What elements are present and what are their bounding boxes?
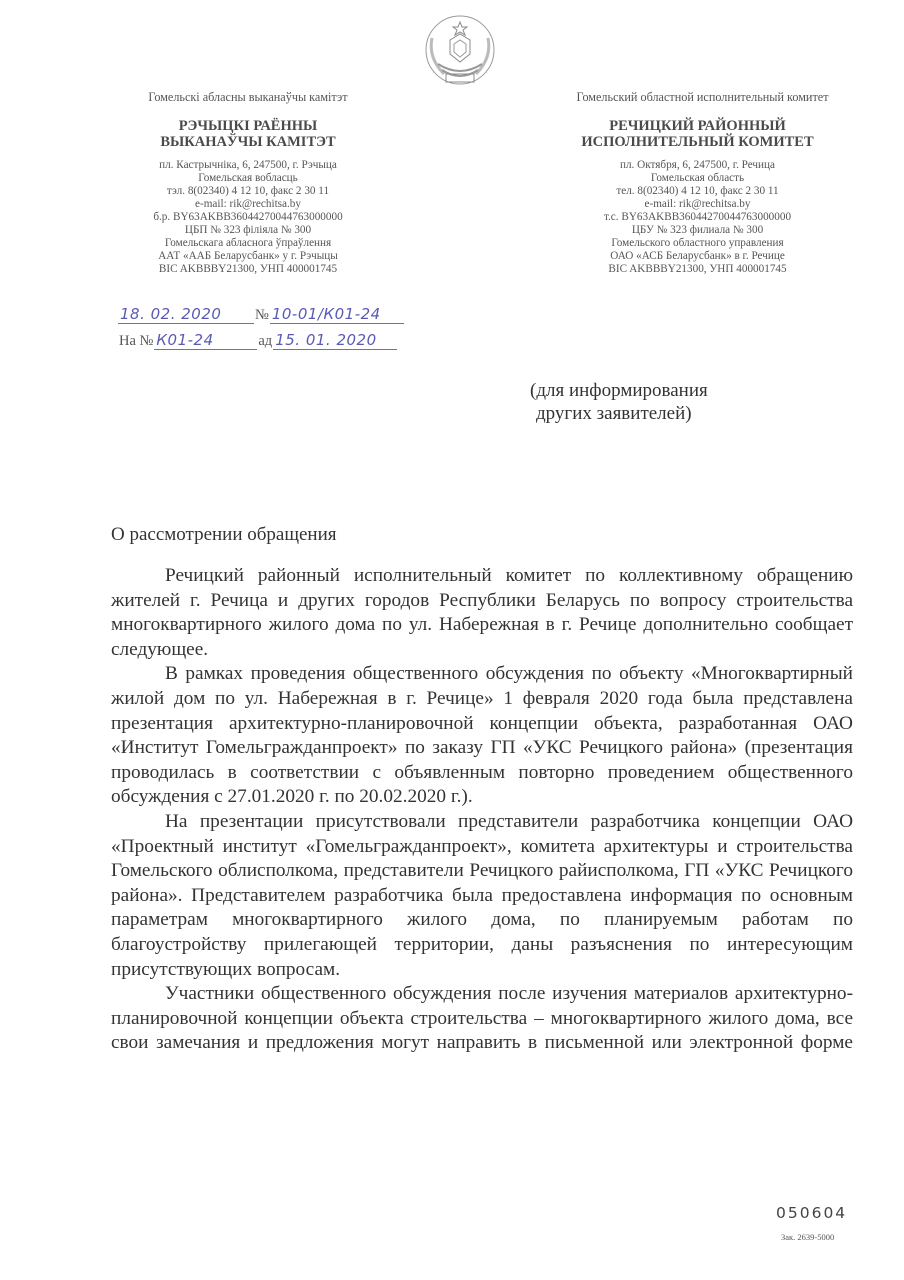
body-paragraph: В рамках проведения общественного обсуждения по объекту «Многоквартирный жилой дом по ул. Набережная в г. Речице» 1 февраля 2020 года была представлена презентация архитектурно-планировочной концепции объекта, разработанная ОАО «Институт Гомельгражданпроект» по заказу ГП «УКС Речицкого района» (презентация проводилась в соответствии с объявленным повторно проведением общественного обсуждения с 27.01.2020 г. по 20.02.2020 г.).: [111, 663, 853, 808]
form-code: 050604: [776, 1204, 848, 1222]
reply-date-label: ад: [258, 333, 273, 349]
phone-line: тэл. 8(02340) 4 12 10, факс 2 30 11: [166, 185, 330, 197]
body-paragraph: Участники общественного обсуждения после изучения материалов архитектурно-планировочной концепции объекта строительства – многоквартирного жилого дома, все свои замечания и предложения могут направить в письменной или электронной форме: [111, 983, 853, 1054]
reply-date: 15. 01. 2020: [273, 331, 397, 350]
reply-prefix: На №: [119, 333, 154, 349]
number-label: №: [255, 307, 269, 323]
organization-name-line2: ИСПОЛНИТЕЛЬНЫЙ КОМИТЕТ: [581, 134, 814, 150]
organization-contacts: [520, 159, 875, 276]
registration-block: [118, 298, 404, 350]
body-paragraph: Речицкий районный исполнительный комитет по коллективному обращению жителей г. Речица и других городов Республики Беларусь по вопросу строительства многоквартирного жилого дома по ул. Набережная в г. Речице дополнительно сообщает следующее.: [111, 565, 853, 660]
parent-organization: Гомельский областной исполнительный комитет: [576, 90, 829, 104]
address-line: пл. Кастрычніка, 6, 247500, г. Рэчыца: [159, 159, 337, 171]
recipient-block: [530, 379, 708, 425]
bank-account-line: т.с. BY63AKBB36044270044763000000: [603, 211, 792, 223]
region-line: Гомельская вобласць: [198, 172, 298, 184]
organization-name: [112, 118, 384, 150]
recipient-line1: (для информирования: [530, 380, 708, 401]
letterhead-belarusian: [112, 89, 384, 276]
bank-branch-line: ЦБП № 323 філіяла № 300: [184, 224, 312, 236]
outgoing-registration: [118, 298, 404, 324]
region-line: Гомельская область: [650, 172, 745, 184]
organization-name-line2: ВЫКАНАЎЧЫ КАМІТЭТ: [160, 134, 336, 150]
bank-name-line: ОАО «АСБ Беларусбанк» в г. Речице: [610, 250, 785, 262]
outgoing-number: 10-01/К01-24: [270, 305, 404, 324]
reply-number: К01-24: [154, 331, 257, 350]
bank-name-line: ААТ «ААБ Беларусбанк» у г. Рэчыцы: [158, 250, 338, 262]
organization-name-line1: РЕЧИЦКИЙ РАЙОННЫЙ: [609, 118, 786, 134]
belarus-state-emblem-icon: [418, 8, 502, 90]
reply-reference: [118, 324, 404, 350]
bank-account-line: б.р. BY63AKBB36044270044763000000: [153, 211, 343, 223]
letterhead-russian: [530, 89, 875, 276]
email-line: e-mail: rik@rechitsa.by: [195, 198, 301, 210]
bic-unp-line: BIC AKBBBY21300, УНП 400001745: [608, 263, 787, 275]
letter-subject: О рассмотрении обращения: [111, 524, 337, 545]
phone-line: тел. 8(02340) 4 12 10, факс 2 30 11: [616, 185, 779, 197]
bank-department-line: Гомельскага абласнога ўпраўлення: [164, 237, 332, 249]
parent-organization: Гомельскі абласны выканаўчы камітэт: [148, 90, 348, 104]
recipient-line2: других заявителей): [536, 403, 692, 424]
letter-body: [111, 564, 853, 1056]
organization-contacts: [112, 159, 384, 276]
bank-branch-line: ЦБУ № 323 филиала № 300: [631, 224, 764, 236]
bank-department-line: Гомельского областного управления: [611, 237, 784, 249]
body-paragraph: На презентации присутствовали представители разработчика концепции ОАО «Проектный институт «Гомельгражданпроект», комитета архитектуры и строительства Гомельского облисполкома, представители Речицкого райисполкома, ГП «УКС Речицкого района». Представителем разработчика была предоставлена информация по основным параметрам многоквартирного жилого дома, по планируемым работам по благоустройству прилегающей территории, даны разъяснения по интересующим присутствующих вопросам.: [111, 810, 853, 980]
organization-name: [520, 118, 875, 150]
outgoing-date: 18. 02. 2020: [118, 305, 254, 324]
print-order-number: Зак. 2639-5000: [781, 1232, 835, 1242]
organization-name-line1: РЭЧЫЦКІ РАЁННЫ: [178, 118, 318, 134]
email-line: e-mail: rik@rechitsa.by: [644, 198, 751, 210]
bic-unp-line: BIC AKBBBY21300, УНП 400001745: [158, 263, 338, 275]
address-line: пл. Октября, 6, 247500, г. Речица: [619, 159, 776, 171]
